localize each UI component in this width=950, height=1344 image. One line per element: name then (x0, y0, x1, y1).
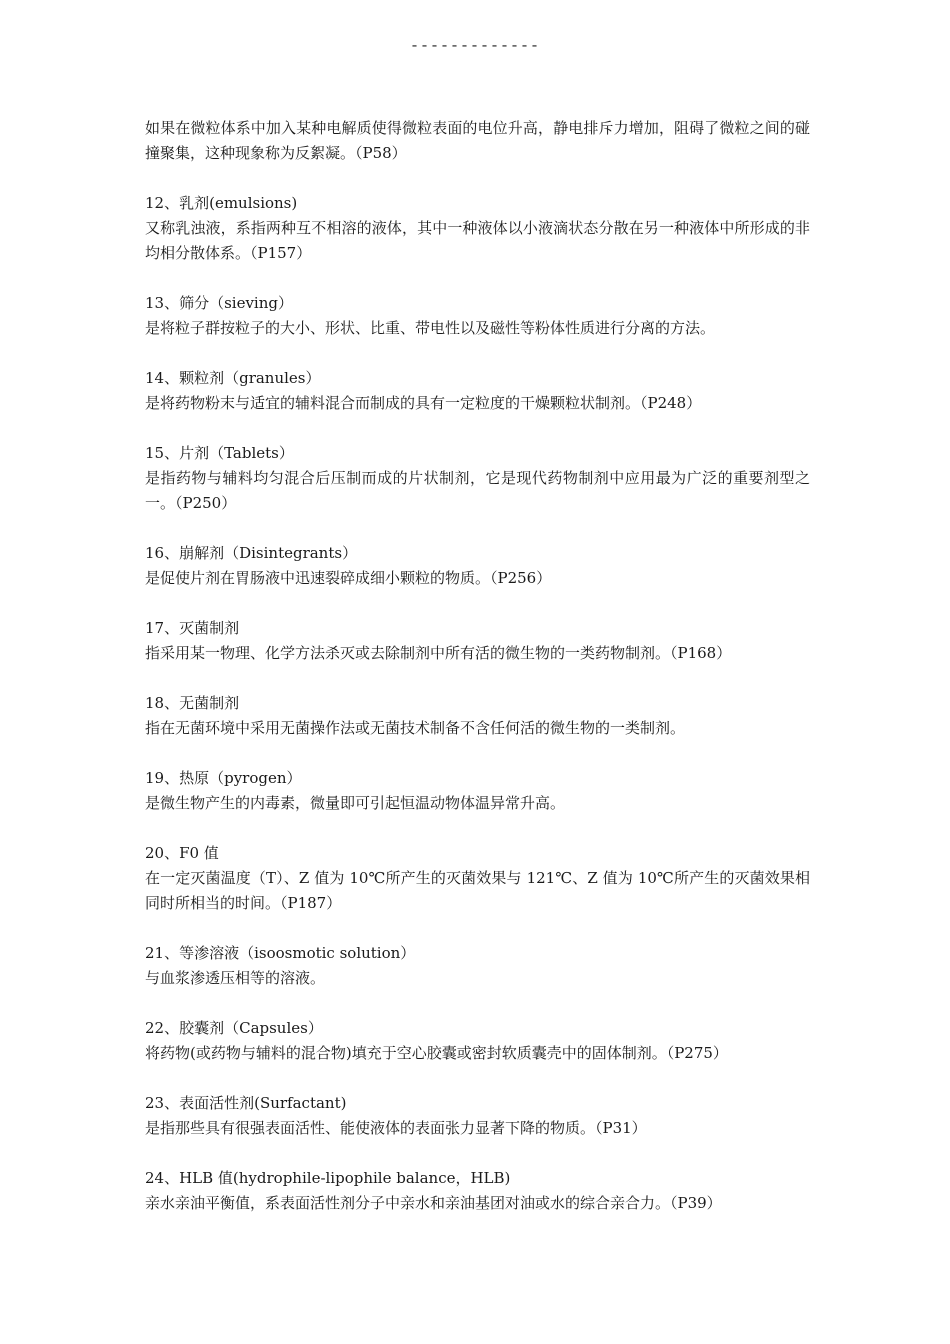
intro-paragraph: 如果在微粒体系中加入某种电解质使得微粒表面的电位升高，静电排斥力增加，阻碍了微粒之间的碰撞聚集，这种现象称为反絮凝。（P58） (145, 119, 810, 162)
entry-definition: 是指药物与辅料均匀混合后压制而成的片状制剂，它是现代药物制剂中应用最为广泛的重要剂型之一。（P250） (145, 469, 810, 512)
glossary-entry (145, 366, 810, 416)
entry-definition: 指采用某一物理、化学方法杀灭或去除制剂中所有活的微生物的一类药物制剂。（P168） (145, 644, 732, 662)
intro-paragraph-block (145, 116, 810, 166)
entry-term: 20、F0 值 (145, 844, 219, 862)
glossary-entry (145, 941, 810, 991)
entry-definition: 将药物(或药物与辅料的混合物)填充于空心胶囊或密封软质囊壳中的固体制剂。（P275） (145, 1044, 728, 1062)
entry-definition: 是指那些具有很强表面活性、能使液体的表面张力显著下降的物质。（P31） (145, 1119, 647, 1137)
glossary-entry (145, 191, 810, 266)
entry-definition: 是微生物产生的内毒素，微量即可引起恒温动物体温异常升高。 (145, 794, 566, 812)
entry-term: 14、颗粒剂（granules） (145, 369, 321, 387)
glossary-entry (145, 616, 810, 666)
entry-term: 21、等渗溶液（isoosmotic solution） (145, 944, 416, 962)
document-body (145, 116, 810, 1241)
entry-definition: 亲水亲油平衡值，系表面活性剂分子中亲水和亲油基团对油或水的综合亲合力。（P39） (145, 1194, 722, 1212)
entry-term: 19、热原（pyrogen） (145, 769, 302, 787)
glossary-entry (145, 841, 810, 916)
glossary-entry (145, 691, 810, 741)
entry-definition: 在一定灭菌温度（T）、Z 值为 10℃所产生的灭菌效果与 121℃、Z 值为 10℃所产生的灭菌效果相同时所相当的时间。（P187） (145, 869, 810, 912)
entry-definition: 是促使片剂在胃肠液中迅速裂碎成细小颗粒的物质。（P256） (145, 569, 552, 587)
glossary-entry (145, 766, 810, 816)
entry-term: 15、片剂（Tablets） (145, 444, 294, 462)
entry-definition: 是将药物粉末与适宜的辅料混合而制成的具有一定粒度的干燥颗粒状制剂。（P248） (145, 394, 702, 412)
glossary-entry (145, 1166, 810, 1216)
entry-definition: 指在无菌环境中采用无菌操作法或无菌技术制备不含任何活的微生物的一类制剂。 (145, 719, 686, 737)
entry-definition: 与血浆渗透压相等的溶液。 (145, 969, 326, 987)
entry-term: 24、HLB 值(hydrophile-lipophile balance，HLB) (145, 1169, 511, 1187)
glossary-entry (145, 1091, 810, 1141)
entry-term: 17、灭菌制剂 (145, 619, 240, 637)
entry-definition: 是将粒子群按粒子的大小、形状、比重、带电性以及磁性等粉体性质进行分离的方法。 (145, 319, 716, 337)
glossary-entry (145, 441, 810, 516)
glossary-entry (145, 1016, 810, 1066)
entry-term: 23、表面活性剂(Surfactant) (145, 1094, 347, 1112)
entry-term: 12、乳剂(emulsions) (145, 194, 298, 212)
page-header-dashes: ------------- (409, 38, 541, 55)
glossary-entry (145, 541, 810, 591)
entry-definition: 又称乳浊液，系指两种互不相溶的液体，其中一种液体以小液滴状态分散在另一种液体中所形成的非均相分散体系。（P157） (145, 219, 810, 262)
entry-term: 13、筛分（sieving） (145, 294, 293, 312)
glossary-entry (145, 291, 810, 341)
entry-term: 16、崩解剂（Disintegrants） (145, 544, 358, 562)
entry-term: 22、胶囊剂（Capsules） (145, 1019, 323, 1037)
entry-term: 18、无菌制剂 (145, 694, 240, 712)
